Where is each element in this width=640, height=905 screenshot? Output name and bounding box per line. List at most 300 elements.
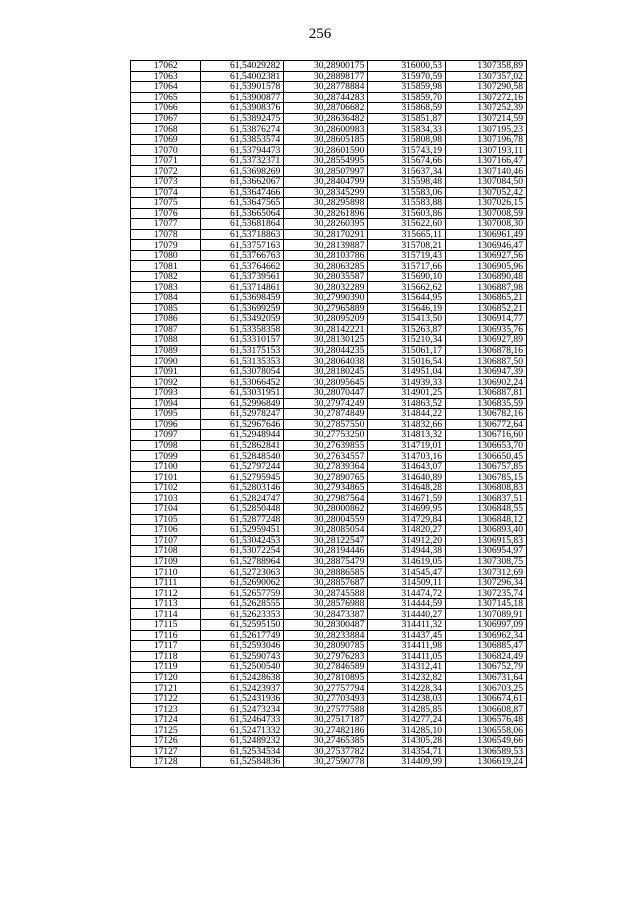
table-row xyxy=(131,82,527,93)
y-coordinate-cell: 1307008,59 xyxy=(446,208,527,219)
point-number-cell: 17112 xyxy=(131,588,201,599)
longitude-cell: 30,28130125 xyxy=(284,335,368,346)
y-coordinate-cell: 1306887,50 xyxy=(446,356,527,367)
y-coordinate-cell: 1307195,23 xyxy=(446,124,527,135)
x-coordinate-cell: 315859,98 xyxy=(368,82,446,93)
x-coordinate-cell: 314238,03 xyxy=(368,693,446,704)
y-coordinate-cell: 1306927,89 xyxy=(446,335,527,346)
y-coordinate-cell: 1306915,83 xyxy=(446,535,527,546)
x-coordinate-cell: 315210,34 xyxy=(368,335,446,346)
x-coordinate-cell: 315637,34 xyxy=(368,166,446,177)
table-row xyxy=(131,736,527,747)
longitude-cell: 30,27639855 xyxy=(284,440,368,451)
point-number-cell: 17115 xyxy=(131,619,201,630)
x-coordinate-cell: 315674,66 xyxy=(368,155,446,166)
table-row xyxy=(131,366,527,377)
longitude-cell: 30,27990390 xyxy=(284,293,368,304)
latitude-cell: 61,52996849 xyxy=(201,398,284,409)
latitude-cell: 61,53042453 xyxy=(201,535,284,546)
y-coordinate-cell: 1306962,34 xyxy=(446,630,527,641)
latitude-cell: 61,52862841 xyxy=(201,440,284,451)
longitude-cell: 30,28064038 xyxy=(284,356,368,367)
x-coordinate-cell: 315598,48 xyxy=(368,177,446,188)
latitude-cell: 61,52795945 xyxy=(201,472,284,483)
table-row xyxy=(131,472,527,483)
longitude-cell: 30,28070447 xyxy=(284,387,368,398)
point-number-cell: 17082 xyxy=(131,271,201,282)
y-coordinate-cell: 1307312,69 xyxy=(446,567,527,578)
y-coordinate-cell: 1307214,59 xyxy=(446,113,527,124)
longitude-cell: 30,27517187 xyxy=(284,714,368,725)
longitude-cell: 30,28004559 xyxy=(284,514,368,525)
point-number-cell: 17089 xyxy=(131,345,201,356)
latitude-cell: 61,52967646 xyxy=(201,419,284,430)
table-row xyxy=(131,588,527,599)
longitude-cell: 30,28095645 xyxy=(284,377,368,388)
table-row xyxy=(131,134,527,145)
table-row xyxy=(131,641,527,652)
x-coordinate-cell: 315603,86 xyxy=(368,208,446,219)
latitude-cell: 61,53135353 xyxy=(201,356,284,367)
table-row xyxy=(131,409,527,420)
table-row xyxy=(131,282,527,293)
point-number-cell: 17119 xyxy=(131,662,201,673)
y-coordinate-cell: 1306961,49 xyxy=(446,229,527,240)
y-coordinate-cell: 1307140,46 xyxy=(446,166,527,177)
latitude-cell: 61,52797244 xyxy=(201,461,284,472)
longitude-cell: 30,28194446 xyxy=(284,546,368,557)
x-coordinate-cell: 315868,59 xyxy=(368,103,446,114)
x-coordinate-cell: 314509,11 xyxy=(368,577,446,588)
x-coordinate-cell: 314901,25 xyxy=(368,387,446,398)
table-row xyxy=(131,535,527,546)
point-number-cell: 17103 xyxy=(131,493,201,504)
point-number-cell: 17114 xyxy=(131,609,201,620)
table-row xyxy=(131,598,527,609)
table-row xyxy=(131,461,527,472)
x-coordinate-cell: 316000,53 xyxy=(368,61,446,72)
table-row xyxy=(131,430,527,441)
x-coordinate-cell: 315061,17 xyxy=(368,345,446,356)
y-coordinate-cell: 1306852,21 xyxy=(446,303,527,314)
longitude-cell: 30,27703493 xyxy=(284,693,368,704)
point-number-cell: 17065 xyxy=(131,92,201,103)
latitude-cell: 61,52471332 xyxy=(201,725,284,736)
coordinates-table xyxy=(130,60,527,768)
point-number-cell: 17109 xyxy=(131,556,201,567)
y-coordinate-cell: 1307290,58 xyxy=(446,82,527,93)
latitude-cell: 61,53766763 xyxy=(201,250,284,261)
y-coordinate-cell: 1307052,42 xyxy=(446,187,527,198)
latitude-cell: 61,52803146 xyxy=(201,482,284,493)
longitude-cell: 30,28063285 xyxy=(284,261,368,272)
x-coordinate-cell: 315583,88 xyxy=(368,198,446,209)
point-number-cell: 17113 xyxy=(131,598,201,609)
point-number-cell: 17094 xyxy=(131,398,201,409)
latitude-cell: 61,53892475 xyxy=(201,113,284,124)
table-row xyxy=(131,482,527,493)
x-coordinate-cell: 315708,21 xyxy=(368,240,446,251)
table-row xyxy=(131,219,527,230)
latitude-cell: 61,53310157 xyxy=(201,335,284,346)
x-coordinate-cell: 315834,33 xyxy=(368,124,446,135)
point-number-cell: 17106 xyxy=(131,525,201,536)
longitude-cell: 30,27465385 xyxy=(284,736,368,747)
y-coordinate-cell: 1307296,34 xyxy=(446,577,527,588)
latitude-cell: 61,52848540 xyxy=(201,451,284,462)
latitude-cell: 61,52824747 xyxy=(201,493,284,504)
y-coordinate-cell: 1307357,02 xyxy=(446,71,527,82)
latitude-cell: 61,53757163 xyxy=(201,240,284,251)
point-number-cell: 17110 xyxy=(131,567,201,578)
latitude-cell: 61,52428638 xyxy=(201,672,284,683)
x-coordinate-cell: 314440,27 xyxy=(368,609,446,620)
latitude-cell: 61,54029282 xyxy=(201,61,284,72)
x-coordinate-cell: 314719,01 xyxy=(368,440,446,451)
y-coordinate-cell: 1306608,87 xyxy=(446,704,527,715)
latitude-cell: 61,53358358 xyxy=(201,324,284,335)
point-number-cell: 17116 xyxy=(131,630,201,641)
table-row xyxy=(131,440,527,451)
longitude-cell: 30,27934865 xyxy=(284,482,368,493)
longitude-cell: 30,27839364 xyxy=(284,461,368,472)
point-number-cell: 17064 xyxy=(131,82,201,93)
longitude-cell: 30,28139887 xyxy=(284,240,368,251)
y-coordinate-cell: 1306902,24 xyxy=(446,377,527,388)
y-coordinate-cell: 1306576,48 xyxy=(446,714,527,725)
table-row xyxy=(131,155,527,166)
longitude-cell: 30,28554995 xyxy=(284,155,368,166)
longitude-cell: 30,27974249 xyxy=(284,398,368,409)
x-coordinate-cell: 314951,04 xyxy=(368,366,446,377)
latitude-cell: 61,53794473 xyxy=(201,145,284,156)
x-coordinate-cell: 314699,95 xyxy=(368,503,446,514)
y-coordinate-cell: 1306865,21 xyxy=(446,293,527,304)
y-coordinate-cell: 1306835,59 xyxy=(446,398,527,409)
x-coordinate-cell: 315970,59 xyxy=(368,71,446,82)
latitude-cell: 61,53764662 xyxy=(201,261,284,272)
point-number-cell: 17070 xyxy=(131,145,201,156)
point-number-cell: 17067 xyxy=(131,113,201,124)
x-coordinate-cell: 315413,50 xyxy=(368,314,446,325)
x-coordinate-cell: 315644,95 xyxy=(368,293,446,304)
longitude-cell: 30,28778884 xyxy=(284,82,368,93)
y-coordinate-cell: 1306549,66 xyxy=(446,736,527,747)
latitude-cell: 61,52489232 xyxy=(201,736,284,747)
longitude-cell: 30,28706682 xyxy=(284,103,368,114)
table-row xyxy=(131,124,527,135)
point-number-cell: 17074 xyxy=(131,187,201,198)
longitude-cell: 30,27753250 xyxy=(284,430,368,441)
point-number-cell: 17128 xyxy=(131,757,201,768)
longitude-cell: 30,28000862 xyxy=(284,503,368,514)
y-coordinate-cell: 1306947,39 xyxy=(446,366,527,377)
y-coordinate-cell: 1306885,47 xyxy=(446,641,527,652)
latitude-cell: 61,53718863 xyxy=(201,229,284,240)
latitude-cell: 61,53031951 xyxy=(201,387,284,398)
table-row xyxy=(131,345,527,356)
longitude-cell: 30,28142221 xyxy=(284,324,368,335)
x-coordinate-cell: 314285,85 xyxy=(368,704,446,715)
y-coordinate-cell: 1307089,91 xyxy=(446,609,527,620)
x-coordinate-cell: 314912,20 xyxy=(368,535,446,546)
table-row xyxy=(131,567,527,578)
longitude-cell: 30,28875479 xyxy=(284,556,368,567)
table-row xyxy=(131,335,527,346)
longitude-cell: 30,27846589 xyxy=(284,662,368,673)
longitude-cell: 30,27810895 xyxy=(284,672,368,683)
latitude-cell: 61,52850448 xyxy=(201,503,284,514)
x-coordinate-cell: 315263,87 xyxy=(368,324,446,335)
longitude-cell: 30,28103786 xyxy=(284,250,368,261)
x-coordinate-cell: 314228,34 xyxy=(368,683,446,694)
point-number-cell: 17111 xyxy=(131,577,201,588)
latitude-cell: 61,52464733 xyxy=(201,714,284,725)
longitude-cell: 30,28261896 xyxy=(284,208,368,219)
y-coordinate-cell: 1307166,47 xyxy=(446,155,527,166)
table-row xyxy=(131,271,527,282)
x-coordinate-cell: 314944,38 xyxy=(368,546,446,557)
point-number-cell: 17075 xyxy=(131,198,201,209)
table-row xyxy=(131,387,527,398)
table-row xyxy=(131,419,527,430)
y-coordinate-cell: 1307196,78 xyxy=(446,134,527,145)
latitude-cell: 61,53681864 xyxy=(201,219,284,230)
y-coordinate-cell: 1306619,24 xyxy=(446,757,527,768)
table-row xyxy=(131,198,527,209)
y-coordinate-cell: 1306997,09 xyxy=(446,619,527,630)
x-coordinate-cell: 315851,87 xyxy=(368,113,446,124)
table-row xyxy=(131,92,527,103)
latitude-cell: 61,52948944 xyxy=(201,430,284,441)
latitude-cell: 61,53739561 xyxy=(201,271,284,282)
point-number-cell: 17086 xyxy=(131,314,201,325)
y-coordinate-cell: 1306782,16 xyxy=(446,409,527,420)
x-coordinate-cell: 314312,41 xyxy=(368,662,446,673)
point-number-cell: 17085 xyxy=(131,303,201,314)
longitude-cell: 30,27976283 xyxy=(284,651,368,662)
point-number-cell: 17120 xyxy=(131,672,201,683)
point-number-cell: 17107 xyxy=(131,535,201,546)
coordinates-table-body xyxy=(131,61,527,768)
longitude-cell: 30,28605185 xyxy=(284,134,368,145)
table-row xyxy=(131,451,527,462)
point-number-cell: 17125 xyxy=(131,725,201,736)
longitude-cell: 30,27965889 xyxy=(284,303,368,314)
longitude-cell: 30,27890765 xyxy=(284,472,368,483)
y-coordinate-cell: 1307026,15 xyxy=(446,198,527,209)
latitude-cell: 61,52959451 xyxy=(201,525,284,536)
latitude-cell: 61,53699259 xyxy=(201,303,284,314)
x-coordinate-cell: 315743,19 xyxy=(368,145,446,156)
y-coordinate-cell: 1307252,39 xyxy=(446,103,527,114)
x-coordinate-cell: 314703,16 xyxy=(368,451,446,462)
y-coordinate-cell: 1306731,64 xyxy=(446,672,527,683)
table-row xyxy=(131,293,527,304)
y-coordinate-cell: 1307358,89 xyxy=(446,61,527,72)
x-coordinate-cell: 315622,60 xyxy=(368,219,446,230)
x-coordinate-cell: 314643,07 xyxy=(368,461,446,472)
point-number-cell: 17088 xyxy=(131,335,201,346)
latitude-cell: 61,52877248 xyxy=(201,514,284,525)
point-number-cell: 17097 xyxy=(131,430,201,441)
point-number-cell: 17121 xyxy=(131,683,201,694)
x-coordinate-cell: 315016,54 xyxy=(368,356,446,367)
table-row xyxy=(131,704,527,715)
y-coordinate-cell: 1306848,12 xyxy=(446,514,527,525)
longitude-cell: 30,27590778 xyxy=(284,757,368,768)
longitude-cell: 30,27577588 xyxy=(284,704,368,715)
y-coordinate-cell: 1306878,16 xyxy=(446,345,527,356)
point-number-cell: 17071 xyxy=(131,155,201,166)
table-row xyxy=(131,683,527,694)
x-coordinate-cell: 315662,62 xyxy=(368,282,446,293)
point-number-cell: 17102 xyxy=(131,482,201,493)
table-row xyxy=(131,145,527,156)
y-coordinate-cell: 1306808,83 xyxy=(446,482,527,493)
longitude-cell: 30,28233884 xyxy=(284,630,368,641)
y-coordinate-cell: 1306703,25 xyxy=(446,683,527,694)
point-number-cell: 17100 xyxy=(131,461,201,472)
point-number-cell: 17066 xyxy=(131,103,201,114)
x-coordinate-cell: 315859,70 xyxy=(368,92,446,103)
point-number-cell: 17087 xyxy=(131,324,201,335)
y-coordinate-cell: 1306772,64 xyxy=(446,419,527,430)
table-row xyxy=(131,662,527,673)
x-coordinate-cell: 314844,22 xyxy=(368,409,446,420)
longitude-cell: 30,28600983 xyxy=(284,124,368,135)
table-row xyxy=(131,577,527,588)
x-coordinate-cell: 314305,28 xyxy=(368,736,446,747)
point-number-cell: 17124 xyxy=(131,714,201,725)
point-number-cell: 17093 xyxy=(131,387,201,398)
table-row xyxy=(131,71,527,82)
point-number-cell: 17090 xyxy=(131,356,201,367)
x-coordinate-cell: 315690,10 xyxy=(368,271,446,282)
table-row xyxy=(131,619,527,630)
point-number-cell: 17076 xyxy=(131,208,201,219)
table-row xyxy=(131,651,527,662)
longitude-cell: 30,28900175 xyxy=(284,61,368,72)
longitude-cell: 30,28090785 xyxy=(284,641,368,652)
latitude-cell: 61,53698269 xyxy=(201,166,284,177)
y-coordinate-cell: 1306927,56 xyxy=(446,250,527,261)
point-number-cell: 17078 xyxy=(131,229,201,240)
y-coordinate-cell: 1307235,74 xyxy=(446,588,527,599)
longitude-cell: 30,27874849 xyxy=(284,409,368,420)
table-row xyxy=(131,725,527,736)
latitude-cell: 61,52593046 xyxy=(201,641,284,652)
y-coordinate-cell: 1306848,55 xyxy=(446,503,527,514)
table-row xyxy=(131,630,527,641)
longitude-cell: 30,28601590 xyxy=(284,145,368,156)
point-number-cell: 17080 xyxy=(131,250,201,261)
point-number-cell: 17063 xyxy=(131,71,201,82)
table-row xyxy=(131,746,527,757)
table-row xyxy=(131,714,527,725)
y-coordinate-cell: 1306890,48 xyxy=(446,271,527,282)
longitude-cell: 30,27857550 xyxy=(284,419,368,430)
latitude-cell: 61,52423937 xyxy=(201,683,284,694)
longitude-cell: 30,28032289 xyxy=(284,282,368,293)
table-row xyxy=(131,113,527,124)
latitude-cell: 61,53908376 xyxy=(201,103,284,114)
table-row xyxy=(131,398,527,409)
latitude-cell: 61,52431936 xyxy=(201,693,284,704)
point-number-cell: 17084 xyxy=(131,293,201,304)
point-number-cell: 17123 xyxy=(131,704,201,715)
x-coordinate-cell: 314411,05 xyxy=(368,651,446,662)
table-row xyxy=(131,546,527,557)
latitude-cell: 61,53647565 xyxy=(201,198,284,209)
y-coordinate-cell: 1306954,97 xyxy=(446,546,527,557)
longitude-cell: 30,28636482 xyxy=(284,113,368,124)
table-row xyxy=(131,356,527,367)
y-coordinate-cell: 1307272,16 xyxy=(446,92,527,103)
latitude-cell: 61,53078054 xyxy=(201,366,284,377)
longitude-cell: 30,28035587 xyxy=(284,271,368,282)
point-number-cell: 17096 xyxy=(131,419,201,430)
x-coordinate-cell: 314437,45 xyxy=(368,630,446,641)
x-coordinate-cell: 314354,71 xyxy=(368,746,446,757)
point-number-cell: 17122 xyxy=(131,693,201,704)
latitude-cell: 61,52623353 xyxy=(201,609,284,620)
point-number-cell: 17081 xyxy=(131,261,201,272)
y-coordinate-cell: 1306785,15 xyxy=(446,472,527,483)
x-coordinate-cell: 315583,06 xyxy=(368,187,446,198)
x-coordinate-cell: 314285,10 xyxy=(368,725,446,736)
point-number-cell: 17117 xyxy=(131,641,201,652)
latitude-cell: 61,52500540 xyxy=(201,662,284,673)
point-number-cell: 17101 xyxy=(131,472,201,483)
y-coordinate-cell: 1306674,61 xyxy=(446,693,527,704)
latitude-cell: 61,52978247 xyxy=(201,409,284,420)
x-coordinate-cell: 315646,19 xyxy=(368,303,446,314)
point-number-cell: 17092 xyxy=(131,377,201,388)
latitude-cell: 61,54002381 xyxy=(201,71,284,82)
table-row xyxy=(131,177,527,188)
y-coordinate-cell: 1306650,45 xyxy=(446,451,527,462)
y-coordinate-cell: 1306893,40 xyxy=(446,525,527,536)
y-coordinate-cell: 1307308,75 xyxy=(446,556,527,567)
latitude-cell: 61,53732371 xyxy=(201,155,284,166)
table-row xyxy=(131,493,527,504)
y-coordinate-cell: 1306946,47 xyxy=(446,240,527,251)
table-row xyxy=(131,103,527,114)
x-coordinate-cell: 314277,24 xyxy=(368,714,446,725)
point-number-cell: 17105 xyxy=(131,514,201,525)
table-row xyxy=(131,757,527,768)
y-coordinate-cell: 1306887,98 xyxy=(446,282,527,293)
latitude-cell: 61,53698459 xyxy=(201,293,284,304)
table-row xyxy=(131,672,527,683)
y-coordinate-cell: 1306558,06 xyxy=(446,725,527,736)
table-row xyxy=(131,261,527,272)
x-coordinate-cell: 315719,43 xyxy=(368,250,446,261)
latitude-cell: 61,53853574 xyxy=(201,134,284,145)
x-coordinate-cell: 314832,66 xyxy=(368,419,446,430)
x-coordinate-cell: 314729,84 xyxy=(368,514,446,525)
y-coordinate-cell: 1306935,76 xyxy=(446,324,527,335)
latitude-cell: 61,53714861 xyxy=(201,282,284,293)
latitude-cell: 61,53665064 xyxy=(201,208,284,219)
table-row xyxy=(131,61,527,72)
x-coordinate-cell: 315665,11 xyxy=(368,229,446,240)
latitude-cell: 61,52584836 xyxy=(201,757,284,768)
x-coordinate-cell: 314444,59 xyxy=(368,598,446,609)
table-row xyxy=(131,250,527,261)
table-row xyxy=(131,229,527,240)
